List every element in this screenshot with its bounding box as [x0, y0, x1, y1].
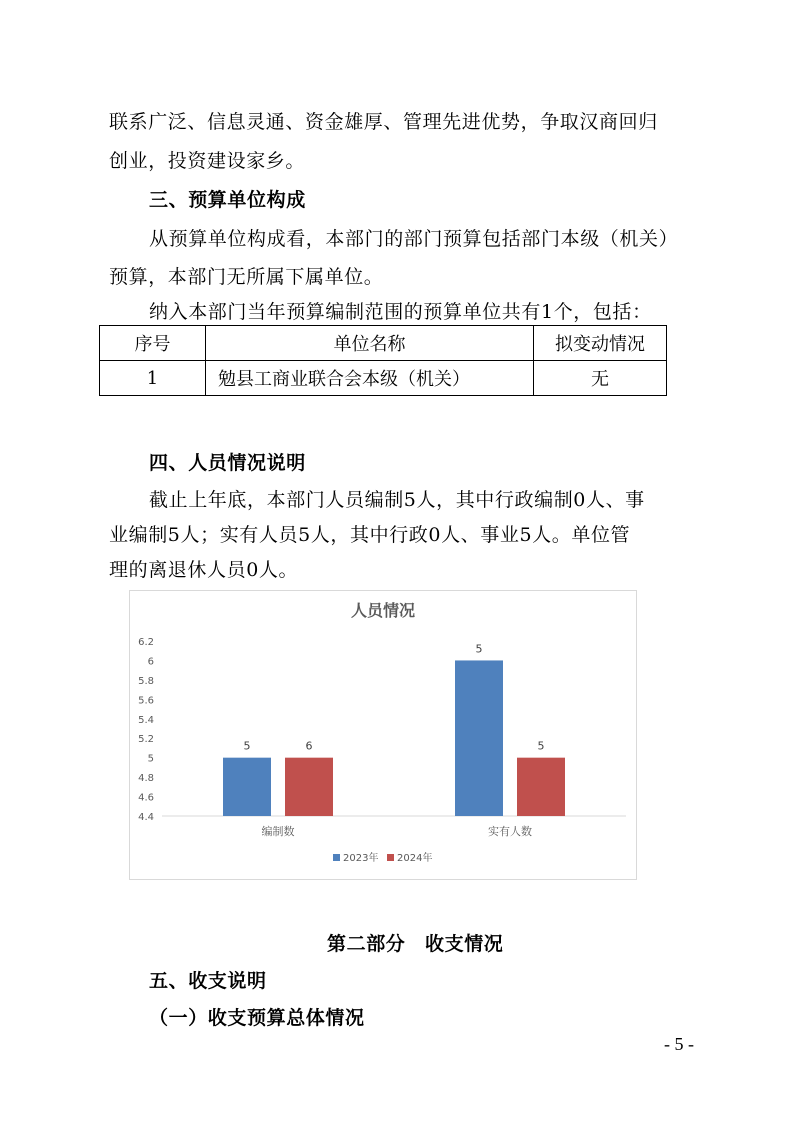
y-tick-label: 5.2 — [138, 734, 154, 746]
part-title: 第二部分 收支情况 — [327, 933, 504, 955]
legend-label: 2023年 — [343, 853, 379, 864]
paragraph-line: 联系广泛、信息灵通、资金雄厚、管理先进优势，争取汉商回归 — [109, 111, 658, 133]
table-cell: 1 — [100, 361, 206, 396]
y-tick-label: 5 — [147, 753, 154, 765]
y-tick-label: 5.4 — [138, 714, 154, 726]
x-tick-label: 实有人数 — [488, 825, 532, 838]
bar-chart — [130, 591, 636, 879]
table-header-cell: 单位名称 — [206, 326, 534, 361]
data-label: 5 — [243, 739, 251, 753]
data-label: 5 — [537, 739, 545, 753]
bar — [223, 758, 271, 816]
data-label: 5 — [475, 642, 483, 656]
page-number: - 5 - — [664, 1034, 694, 1054]
table-header-cell: 拟变动情况 — [534, 326, 667, 361]
y-tick-label: 6 — [147, 656, 154, 668]
y-tick-label: 5.8 — [138, 675, 154, 687]
y-tick-label: 4.6 — [138, 792, 154, 804]
paragraph-line: 创业，投资建设家乡。 — [109, 150, 306, 172]
bar — [285, 758, 333, 816]
y-tick-label: 4.4 — [138, 812, 154, 823]
paragraph-line: 从预算单位构成看，本部门的部门预算包括部门本级（机关） — [149, 228, 679, 250]
table-header-row — [100, 326, 667, 361]
section-heading: 五、收支说明 — [149, 970, 267, 992]
paragraph-line: 截止上年底，本部门人员编制5人，其中行政编制0人、事 — [149, 489, 645, 511]
y-tick-label: 6.2 — [138, 637, 154, 648]
section-heading: 三、预算单位构成 — [149, 189, 306, 211]
bar — [455, 660, 503, 816]
legend-swatch — [387, 854, 394, 861]
budget-units-table — [99, 325, 667, 396]
data-label: 6 — [305, 739, 313, 753]
bar — [517, 758, 565, 816]
table-cell: 无 — [534, 361, 667, 396]
x-tick-label: 编制数 — [261, 825, 295, 838]
y-tick-label: 5.6 — [138, 695, 154, 707]
subsection-heading: （一）收支预算总体情况 — [149, 1007, 365, 1029]
legend-label: 2024年 — [397, 853, 433, 864]
table-header-cell: 序号 — [100, 326, 206, 361]
paragraph-line: 理的离退休人员0人。 — [109, 559, 299, 581]
paragraph-line: 预算，本部门无所属下属单位。 — [109, 266, 384, 288]
table-cell: 勉县工商业联合会本级（机关） — [206, 361, 534, 396]
section-heading: 四、人员情况说明 — [149, 452, 306, 474]
paragraph-line: 纳入本部门当年预算编制范围的预算单位共有1个，包括： — [149, 301, 652, 323]
chart-title: 人员情况 — [350, 601, 416, 620]
paragraph-line: 业编制5人；实有人员5人，其中行政0人、事业5人。单位管 — [109, 524, 631, 546]
y-tick-label: 4.8 — [138, 773, 154, 785]
table-row — [100, 361, 667, 396]
legend-swatch — [333, 854, 340, 861]
staff-chart — [129, 590, 637, 880]
